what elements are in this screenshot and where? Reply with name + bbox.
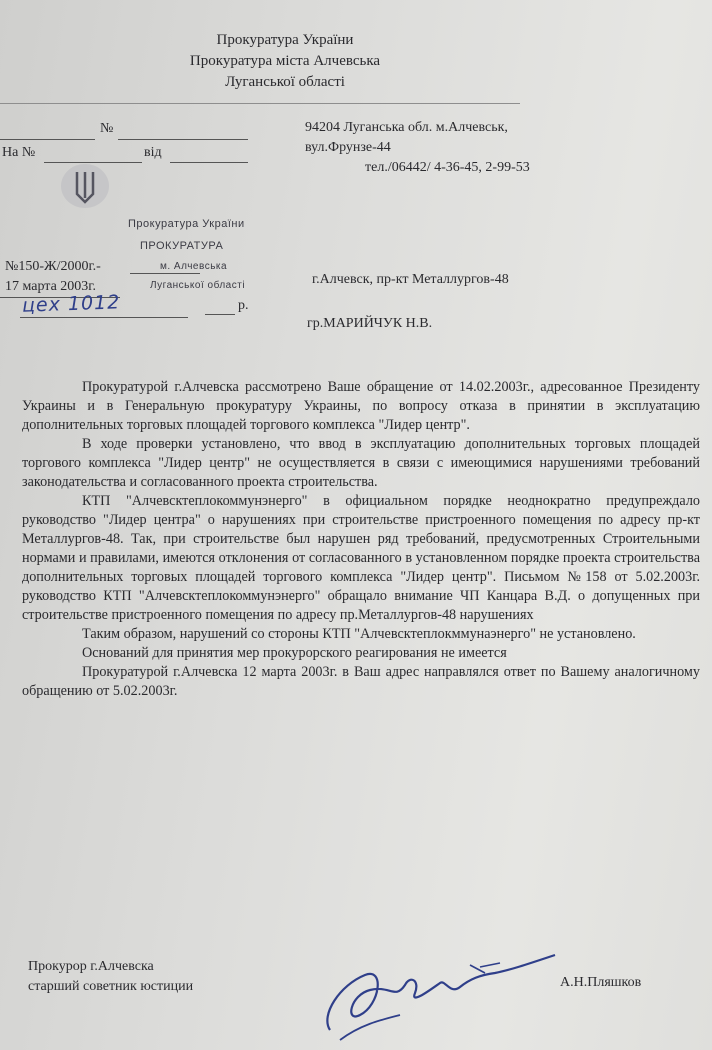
outgoing-number-line — [130, 272, 200, 274]
stamp-line-1: Прокуратура України — [128, 218, 245, 230]
body-paragraph-5: Оснований для принятия мер прокурорского реагирования не имеется — [82, 645, 507, 661]
outgoing-date: 17 марта 2003г. — [5, 279, 96, 294]
ref-number-line-2 — [118, 125, 248, 140]
address-phone: тел./06442/ 4-36-45, 2-99-53 — [365, 160, 530, 175]
stamp-line-3: м. Алчевська — [160, 261, 228, 272]
stamp-line-4: Луганської області — [150, 280, 246, 291]
letter-body — [22, 378, 700, 701]
address-line-2: вул.Фрунзе-44 — [305, 140, 391, 155]
recipient-city: г.Алчевск, пр-кт Металлургов-48 — [312, 272, 509, 287]
handwritten-signature — [310, 945, 570, 1045]
signatory-title — [28, 957, 193, 997]
outgoing-number: №150-Ж/2000г.- — [5, 259, 101, 274]
trident-stamp-icon — [55, 158, 115, 218]
stamp-line-2: ПРОКУРАТУРА — [140, 240, 224, 252]
signatory-title-line-1: Прокурор г.Алчевска — [28, 959, 154, 974]
header-line-3: Луганської області — [225, 74, 345, 90]
signatory-title-line-2: старший советник юстиции — [28, 979, 194, 994]
body-paragraph-3: КТП "Алчевсктеплокоммунэнерго" в официальном порядке неоднократно предупреждало руководство "Лидер центра" о нарушениях при строительстве пристроенного помещения по адресу пр-кт Металлургов-48. Так, при строительстве был нарушен ряд требований, предусмотренных Строительными нормами и правилами, имеются отклонения от согласованного в установленном порядке проекта строительства дополнительных торговых площадей торгового комплекса "Лидер центр". Письмом №158 от 5.02.2003г. руководство КТП "Алчевсктеплокоммунэнерго" обращало внимание ЧП Канцара В.Д. о допущенных при строительстве пристроенного помещения по адресу пр.Металлургов-48 нарушениях — [22, 493, 700, 623]
ref-number-label: № — [100, 121, 114, 136]
suffix-line — [205, 302, 235, 315]
body-paragraph-6: Прокуратурой г.Алчевска 12 марта 2003г. в Ваш адрес направлялся ответ по Вашему аналогичному обращению от 5.02.2003г. — [22, 664, 700, 699]
address-line-1: 94204 Луганська обл. м.Алчевськ, — [305, 120, 508, 135]
header-line-1: Прокуратура України — [216, 32, 354, 48]
body-paragraph-4: Таким образом, нарушений со стороны КТП "Алчевсктеплокммунаэнерго" не установлено. — [82, 626, 636, 642]
ref-na-label: На № — [2, 145, 36, 160]
recipient-name: гр.МАРИЙЧУК Н.В. — [307, 316, 433, 331]
ref-number-line — [0, 125, 95, 140]
header-line-2: Прокуратура міста Алчевська — [189, 53, 381, 69]
ref-vid-line — [170, 150, 248, 163]
body-paragraph-2: В ходе проверки установлено, что ввод в эксплуатацию дополнительных торговых площадей торгового комплекса "Лидер центр" не осуществляется в связи с имеющимися нарушениями требований законодательства и согласованного проекта строительства. — [22, 436, 700, 490]
handwritten-note: цех 1012 — [21, 291, 121, 317]
handwritten-line — [20, 316, 188, 318]
header-divider — [0, 103, 520, 104]
ref-vid-label: від — [144, 145, 162, 160]
signatory-name: А.Н.Пляшков — [560, 975, 642, 990]
outgoing-suffix: р. — [238, 298, 249, 313]
body-paragraph-1: Прокуратурой г.Алчевска рассмотрено Ваше обращение от 14.02.2003г., адресованное Президенту Украины и в Генеральную прокуратуру Украины, по вопросу отказа в принятии в эксплуатацию дополнительных торговых площадей торгового комплекса "Лидер центр". — [22, 379, 700, 433]
